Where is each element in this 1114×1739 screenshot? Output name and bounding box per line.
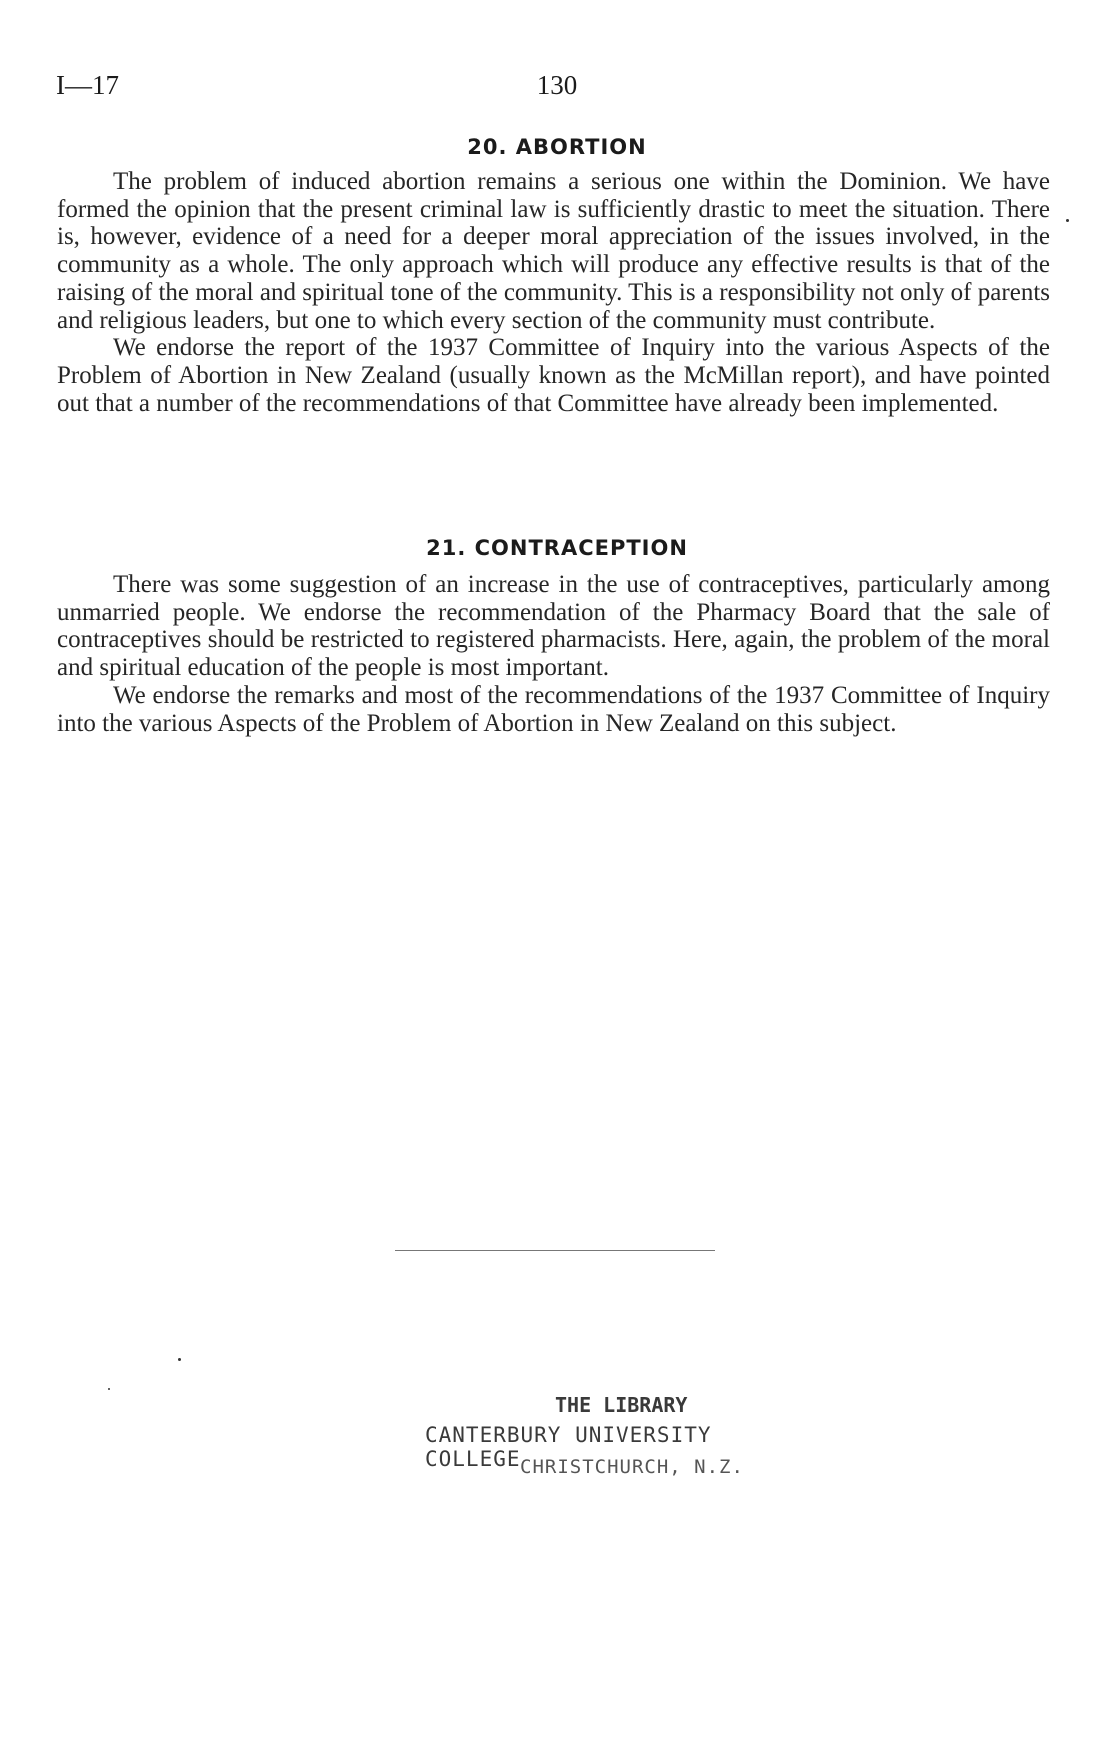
scan-speck [1066,219,1069,222]
stamp-line: CHRISTCHURCH, N.Z. [520,1456,744,1478]
document-reference: I—17 [56,70,119,100]
paragraph: There was some suggestion of an increase in the use of contraceptives, particularly among unmarried people. We endorse the recommendation of the Pharmacy Board that the sale of contraceptives should be restricted to registered pharmacists. Here, again, the problem of the moral and spiritual education of the people is most important. [57,571,1050,682]
stamp-line: THE LIBRARY [555,1393,688,1417]
section-body-contraception [57,571,1050,737]
paragraph: We endorse the remarks and most of the recommendations of the 1937 Committee of Inquiry into the various Aspects of the Problem of Abortion in New Zealand on this subject. [57,681,1050,737]
section-body-abortion [57,168,1050,417]
section-heading-contraception: 21. CONTRACEPTION [426,536,688,560]
stamp-line: CANTERBURY UNIVERSITY COLLEGE [425,1423,712,1471]
section-heading-abortion: 20. ABORTION [467,135,647,159]
scan-speck [178,1358,181,1361]
paragraph: We endorse the report of the 1937 Committee of Inquiry into the various Aspects of the Problem of Abortion in New Zealand (usually known as the McMillan report), and have pointed out that a number of the recommendations of that Committee have already been implemented. [57,334,1050,417]
page-number: 130 [536,70,578,100]
end-rule [395,1250,715,1251]
paragraph: The problem of induced abortion remains a serious one within the Dominion. We have formed the opinion that the present criminal law is sufficiently drastic to meet the situation. There is, however, evidence of a need for a deeper moral appreciation of the issues involved, in the community as a whole. The only approach which will produce any effective results is that of the raising of the moral and spiritual tone of the community. This is a responsibility not only of parents and religious leaders, but one to which every section of the community must contribute. [57,168,1050,334]
library-stamp [420,1393,780,1503]
scan-speck [108,1388,110,1390]
